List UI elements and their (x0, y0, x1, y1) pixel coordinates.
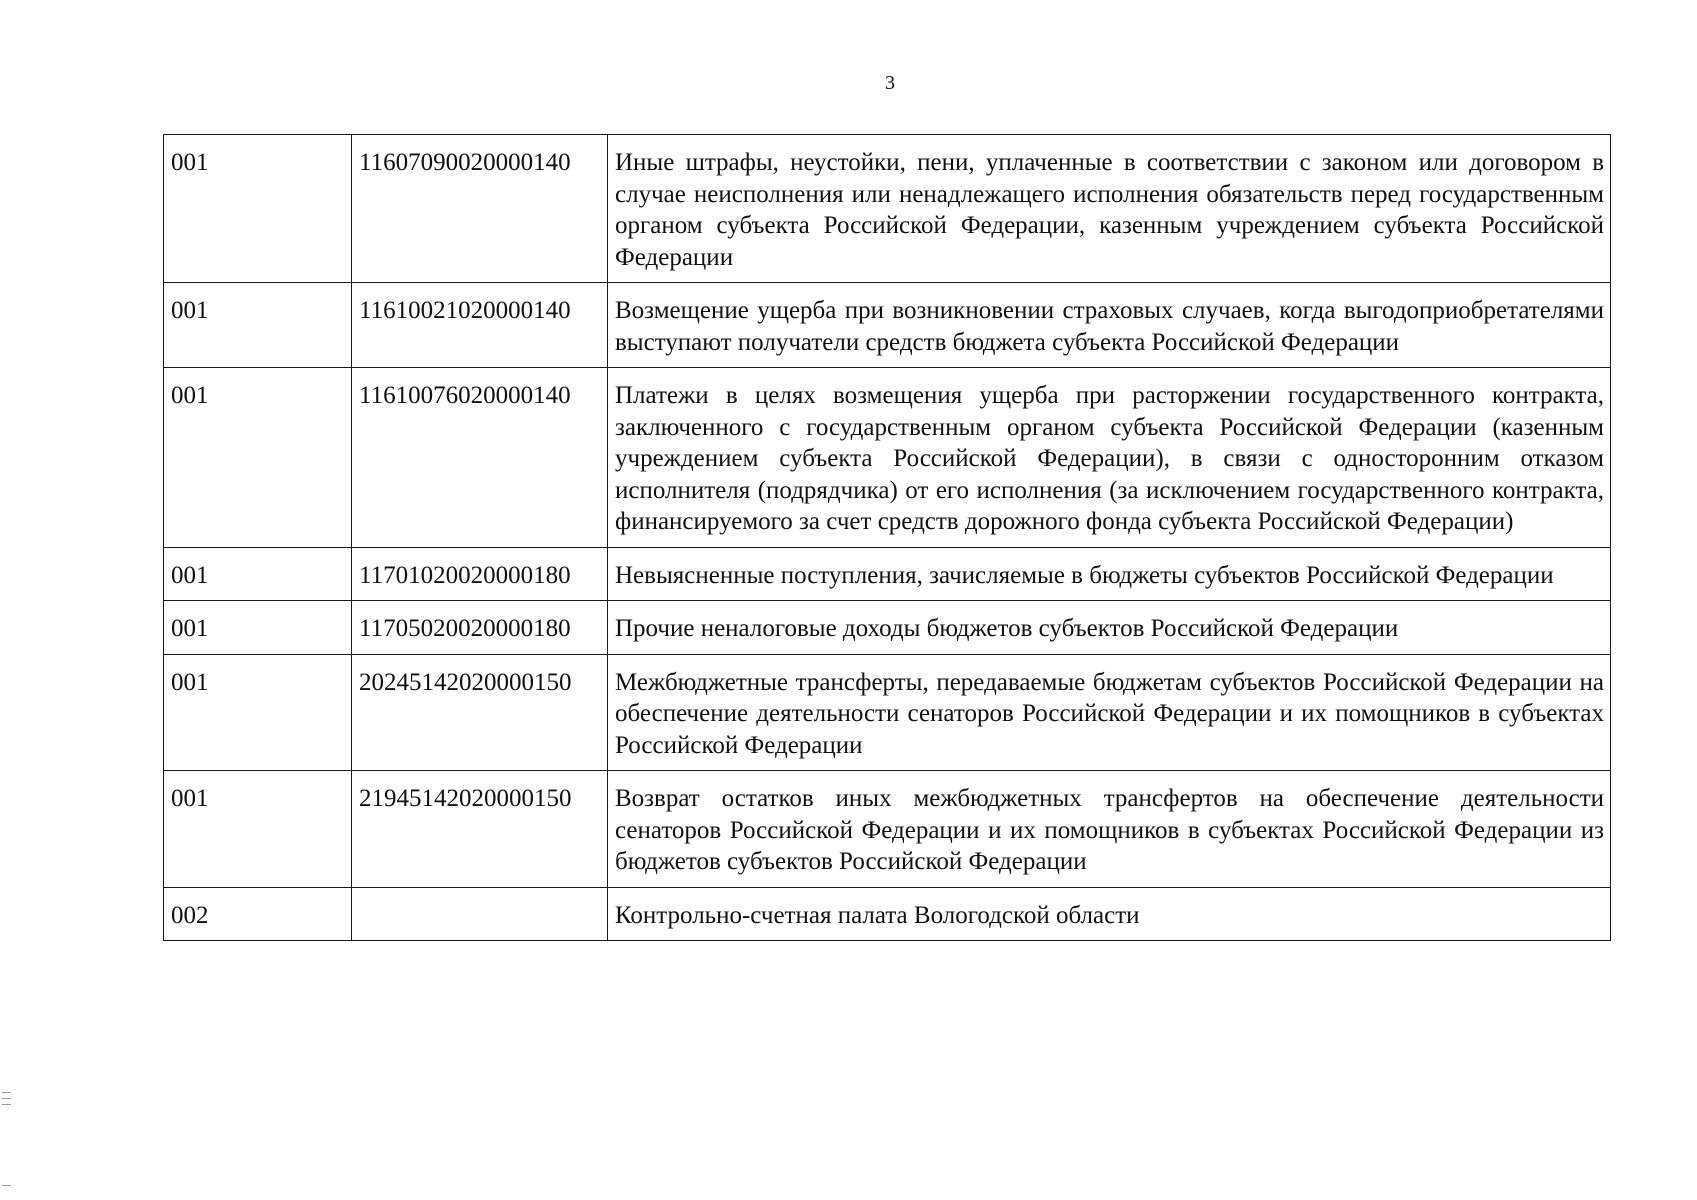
description-cell: Прочие неналоговые доходы бюджетов субъектов Российской Федерации (608, 601, 1611, 655)
income-code-cell: 20245142020000150 (352, 654, 608, 771)
admin-code-cell: 001 (164, 135, 352, 283)
admin-code-cell: 001 (164, 368, 352, 548)
admin-code-cell: 001 (164, 654, 352, 771)
scan-artifact (2, 1104, 11, 1105)
table-row (164, 135, 1611, 283)
table-row (164, 654, 1611, 771)
income-code-cell: 11610076020000140 (352, 368, 608, 548)
table-row (164, 283, 1611, 368)
description-cell: Возврат остатков иных межбюджетных трансфертов на обеспечение деятельности сенаторов Российской Федерации и их помощников в субъектах Российской Федерации из бюджетов субъектов Российской Федерации (608, 771, 1611, 888)
table-row (164, 887, 1611, 941)
income-codes-table (163, 134, 1611, 941)
scan-artifact (2, 1185, 11, 1186)
description-cell: Невыясненные поступления, зачисляемые в бюджеты субъектов Российской Федерации (608, 547, 1611, 601)
scan-artifact (2, 1092, 11, 1093)
admin-code-cell: 001 (164, 547, 352, 601)
income-code-cell: 11607090020000140 (352, 135, 608, 283)
table-row (164, 771, 1611, 888)
admin-code-cell: 001 (164, 601, 352, 655)
description-cell: Возмещение ущерба при возникновении страховых случаев, когда выгодоприобретателями выступают получатели средств бюджета субъекта Российской Федерации (608, 283, 1611, 368)
income-code-cell: 21945142020000150 (352, 771, 608, 888)
description-cell: Платежи в целях возмещения ущерба при расторжении государственного контракта, заключенного с государственным органом субъекта Российской Федерации (казенным учреждением субъекта Российской Федерации), в связи с односторонним отказом исполнителя (подрядчика) от его исполнения (за исключением государственного контракта, финансируемого за счет средств дорожного фонда субъекта Российской Федерации) (608, 368, 1611, 548)
page-number: 3 (885, 72, 895, 94)
scan-artifact (2, 1098, 11, 1099)
admin-code-cell: 002 (164, 887, 352, 941)
income-code-cell: 11701020020000180 (352, 547, 608, 601)
description-cell: Межбюджетные трансферты, передаваемые бюджетам субъектов Российской Федерации на обеспечение деятельности сенаторов Российской Федерации и их помощников в субъектах Российской Федерации (608, 654, 1611, 771)
table-row (164, 368, 1611, 548)
description-cell: Иные штрафы, неустойки, пени, уплаченные в соответствии с законом или договором в случае неисполнения или ненадлежащего исполнения обязательств перед государственным органом субъекта Российской Федерации, казенным учреждением субъекта Российской Федерации (608, 135, 1611, 283)
income-code-cell: 11610021020000140 (352, 283, 608, 368)
admin-code-cell: 001 (164, 771, 352, 888)
table-row (164, 547, 1611, 601)
description-cell: Контрольно-счетная палата Вологодской области (608, 887, 1611, 941)
income-code-cell (352, 887, 608, 941)
income-code-cell: 11705020020000180 (352, 601, 608, 655)
admin-code-cell: 001 (164, 283, 352, 368)
table-row (164, 601, 1611, 655)
